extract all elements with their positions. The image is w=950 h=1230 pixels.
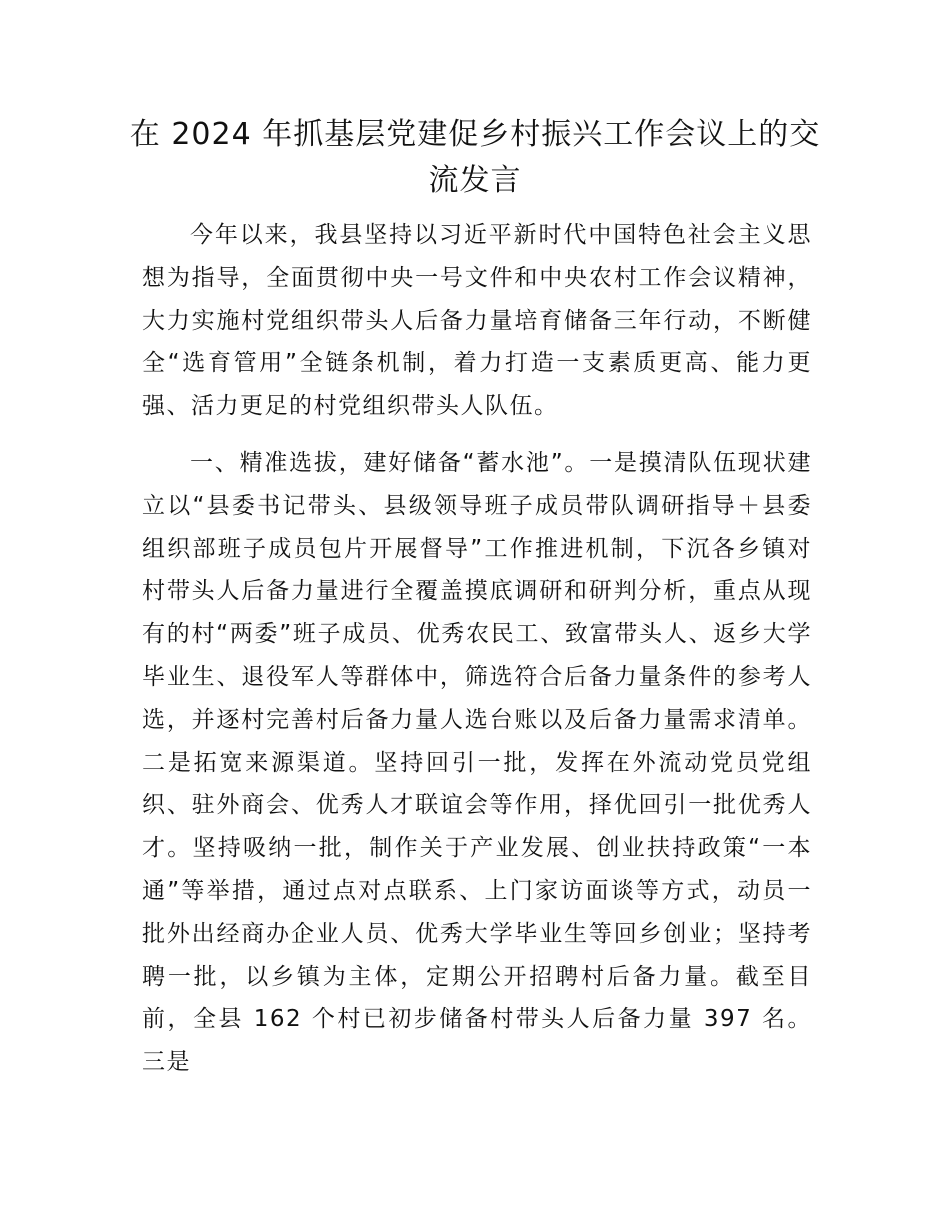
paragraph-intro: 今年以来，我县坚持以习近平新时代中国特色社会主义思想为指导，全面贯彻中央一号文件和中央农村工作会议精神，大力实施村党组织带头人后备力量培育储备三年行动，不断健全“选育管用”全链条机制，着力打造一支素质更高、能力更强、活力更足的村党组织带头人队伍。 [142,222,812,420]
paragraph-section-one: 一、精准选拔，建好储备“蓄水池”。一是摸清队伍现状建立以“县委书记带头、县级领导班子成员带队调研指导＋县委组织部班子成员包片开展督导”工作推进机制，下沉各乡镇对村带头人后备力量进行全覆盖摸底调研和研判分析，重点从现有的村“两委”班子成员、优秀农民工、致富带头人、返乡大学毕业生、退役军人等群体中，筛选符合后备力量条件的参考人选，并逐村完善村后备力量人选台账以及后备力量需求清单。二是拓宽来源渠道。坚持回引一批，发挥在外流动党员党组织、驻外商会、优秀人才联谊会等作用，择优回引一批优秀人才。坚持吸纳一批，制作关于产业发展、创业扶持政策“一本通”等举措，通过点对点联系、上门家访面谈等方式，动员一批外出经商办企业人员、优秀大学毕业生等回乡创业；坚持考聘一批，以乡镇为主体，定期公开招聘村后备力量。截至目前，全县 162 个村已初步储备村带头人后备力量 397 名。三是 [142,450,812,1076]
document-title: 在 2024 年抓基层党建促乡村振兴工作会议上的交流发言 [129,117,821,198]
